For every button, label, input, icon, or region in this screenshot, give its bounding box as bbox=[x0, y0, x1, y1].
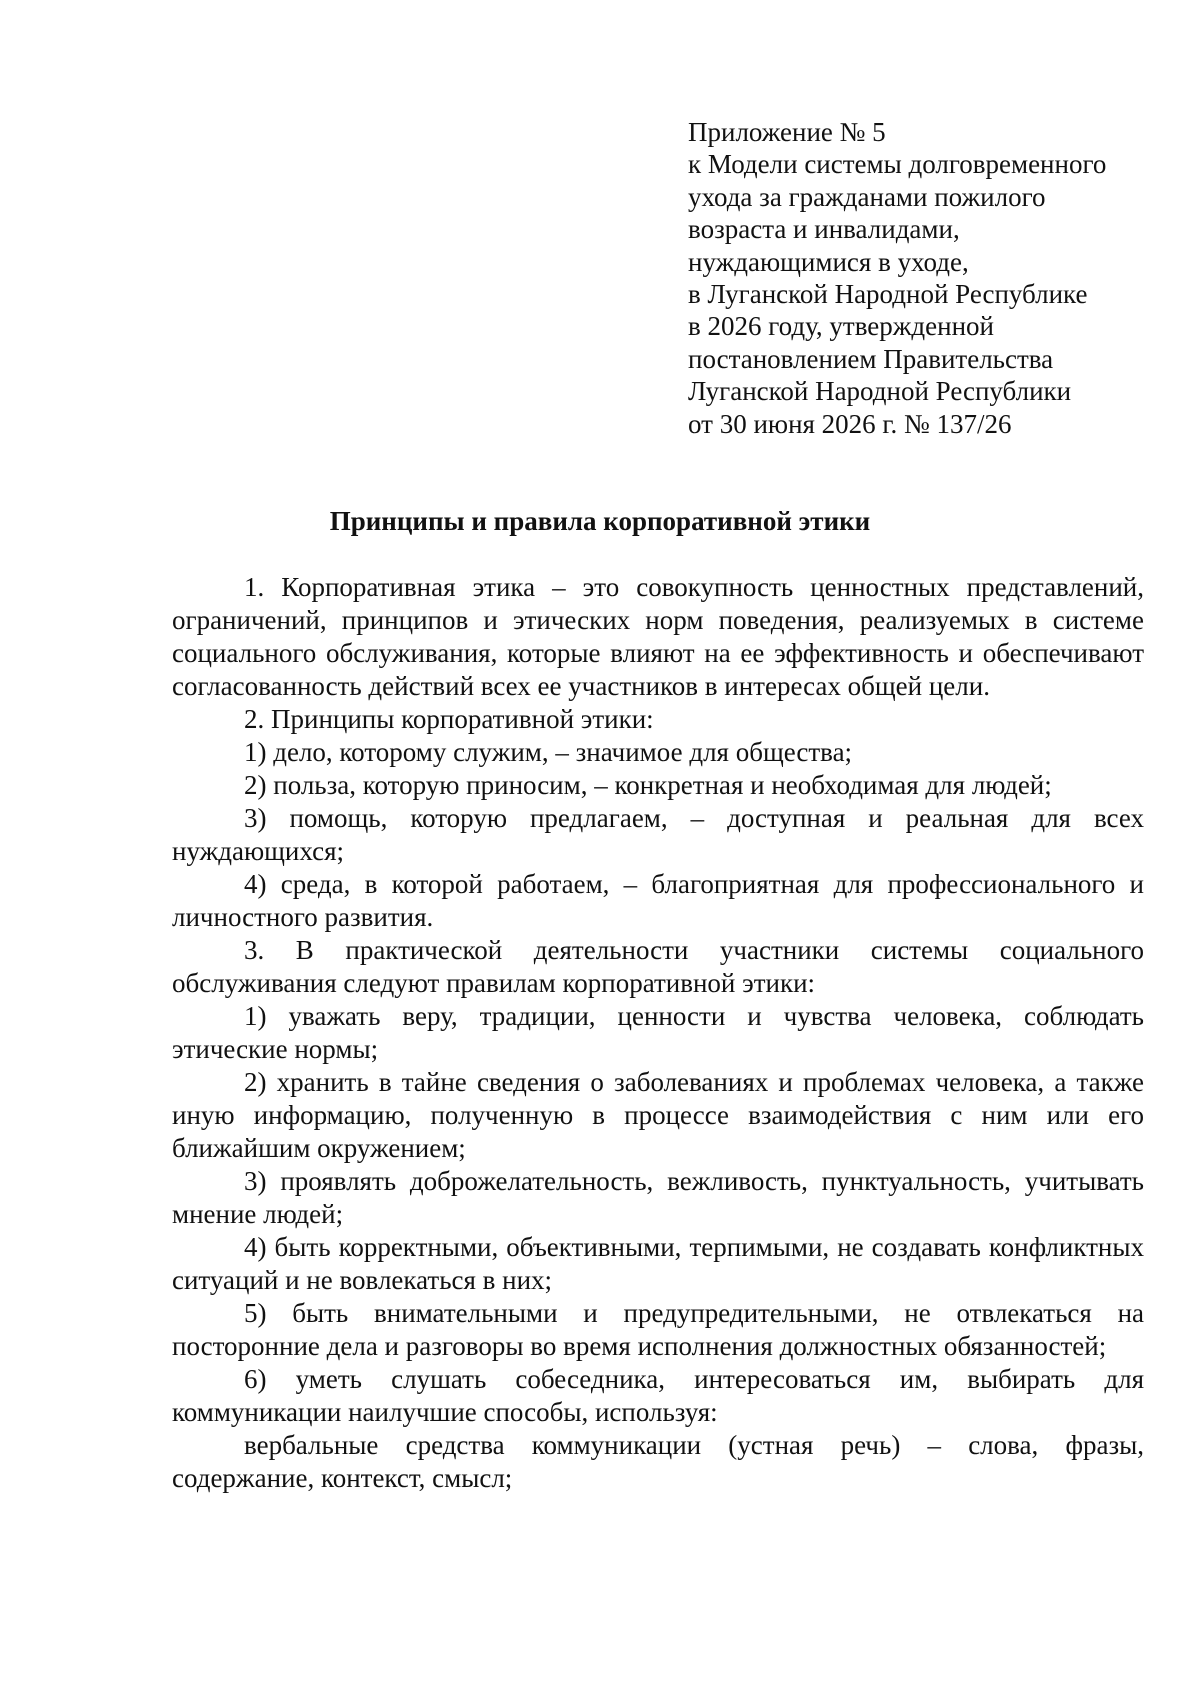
paragraph: 5) быть внимательными и предупредительными, не отвлекаться на посторонние дела и разговоры во время исполнения должностных обязанностей; bbox=[172, 1298, 1144, 1361]
paragraph: 2) польза, которую приносим, – конкретная и необходимая для людей; bbox=[244, 770, 1052, 800]
paragraph: 3) помощь, которую предлагаем, – доступная и реальная для всех нуждающихся; bbox=[172, 803, 1144, 866]
annex-line: Приложение № 5 bbox=[688, 117, 886, 147]
annex-line: постановлением Правительства bbox=[688, 343, 1054, 374]
annex-line: от 30 июня 2026 г. № 137/26 bbox=[688, 408, 1012, 439]
annex-line: ухода за гражданами пожилого bbox=[688, 181, 1046, 212]
paragraph: 3. В практической деятельности участники системы социального обслуживания следуют правилам корпоративной этики: bbox=[172, 935, 1144, 998]
paragraph: 3) проявлять доброжелательность, вежливость, пунктуальность, учитывать мнение людей; bbox=[172, 1166, 1144, 1229]
paragraph: вербальные средства коммуникации (устная речь) – слова, фразы, содержание, контекст, смысл; bbox=[172, 1430, 1144, 1493]
annex-line: Луганской Народной Республики bbox=[688, 376, 1072, 407]
annex-line: возраста и инвалидами, bbox=[688, 214, 960, 245]
annex-line: в Луганской Народной Республике bbox=[688, 279, 1088, 310]
annex-line: в 2026 году, утвержденной bbox=[688, 311, 995, 342]
paragraph: 6) уметь слушать собеседника, интересоваться им, выбирать для коммуникации наилучшие способы, используя: bbox=[172, 1364, 1144, 1427]
paragraph: 2. Принципы корпоративной этики: bbox=[244, 704, 654, 734]
paragraph: 4) среда, в которой работаем, – благоприятная для профессионального и личностного развития. bbox=[172, 869, 1144, 932]
paragraph: 1. Корпоративная этика – это совокупность ценностных представлений, ограничений, принципов и этических норм поведения, реализуемых в системе социального обслуживания, которые влияют на ее эффективность и обеспечивают согласованность действий всех ее участников в интересах общей цели. bbox=[172, 572, 1144, 701]
annex-line: к Модели системы долговременного bbox=[688, 149, 1107, 180]
paragraph: 4) быть корректными, объективными, терпимыми, не создавать конфликтных ситуаций и не вовлекаться в них; bbox=[172, 1232, 1144, 1295]
paragraph: 2) хранить в тайне сведения о заболеваниях и проблемах человека, а также иную информацию, полученную в процессе взаимодействия с ним или его ближайшим окружением; bbox=[172, 1067, 1144, 1163]
document-title: Принципы и правила корпоративной этики bbox=[329, 506, 871, 536]
annex-header bbox=[688, 116, 1158, 440]
document-body bbox=[172, 571, 1144, 1495]
paragraph: 1) дело, которому служим, – значимое для общества; bbox=[244, 737, 853, 767]
annex-line: нуждающимися в уходе, bbox=[688, 246, 969, 277]
paragraph: 1) уважать веру, традиции, ценности и чувства человека, соблюдать этические нормы; bbox=[172, 1001, 1144, 1064]
